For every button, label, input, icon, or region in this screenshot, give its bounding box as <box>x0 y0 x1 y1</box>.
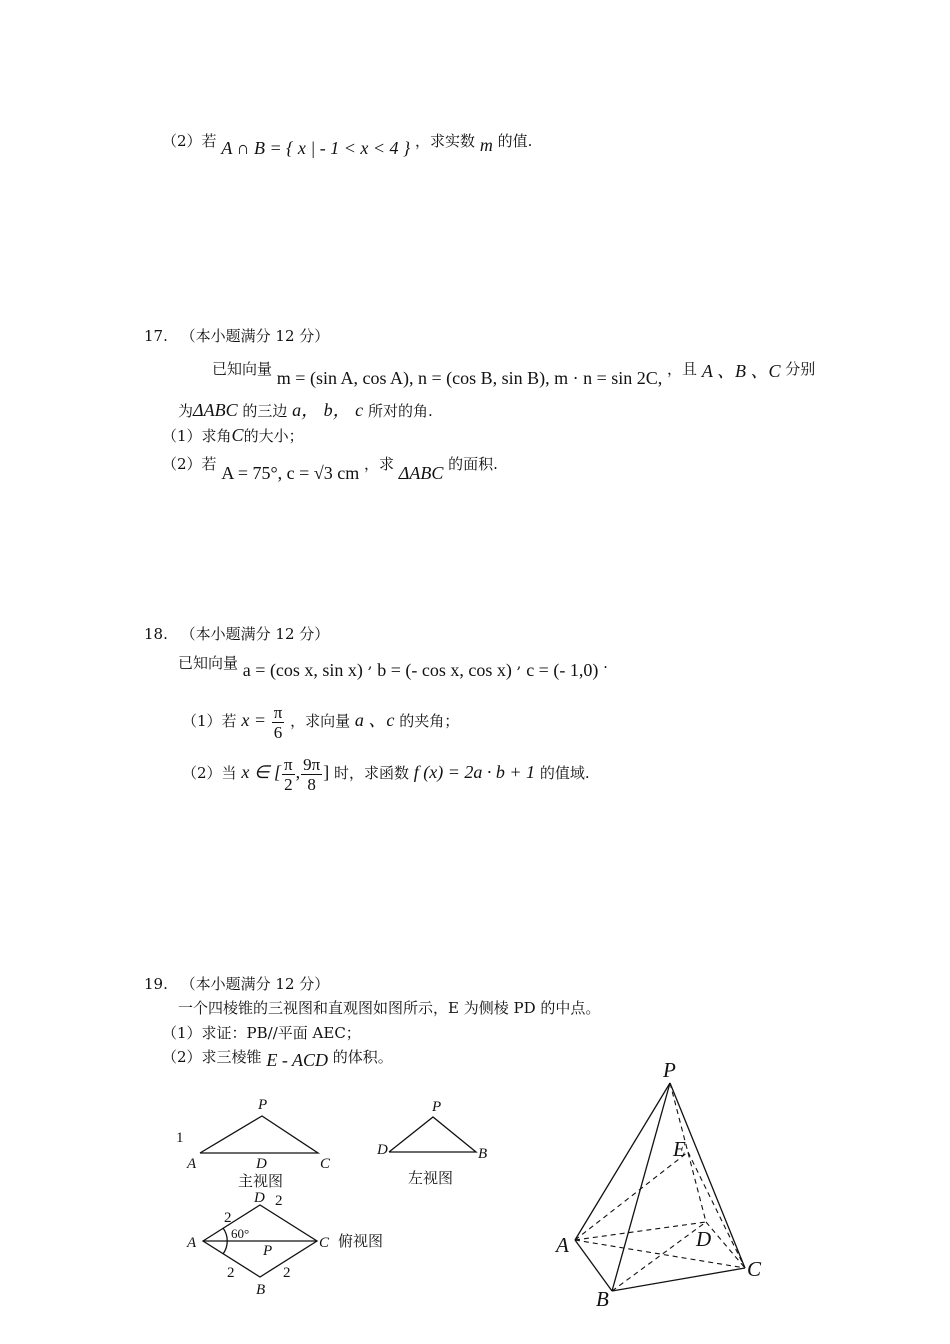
q17-given-values: A = 75°, c = √3 cm <box>221 463 360 483</box>
top-label-D: D <box>254 1190 265 1206</box>
top-label-C: C <box>319 1235 330 1251</box>
side-view-triangle <box>389 1117 476 1152</box>
top-len-DC: 2 <box>275 1193 283 1209</box>
q18-intro: 已知向量 a = (cos x, sin x) , b = (- cos x, cos x) , c = (- 1,0) . <box>178 654 608 680</box>
fraction: $\frac{9\pi}{8}$ <box>303 754 321 794</box>
front-height-label: 1 <box>176 1130 184 1146</box>
top-view <box>203 1205 317 1277</box>
q19-header <box>144 974 329 994</box>
top-len-AB: 2 <box>227 1265 235 1281</box>
side-label-B: B <box>478 1146 488 1162</box>
q17-part1: （1）求角C的大小； <box>162 425 304 445</box>
q17-part2: （2）若 A = 75°, c = √3 cm ，求 ΔABC 的面积. <box>162 455 498 483</box>
q17-line2: 为ΔABC 的三边 a， b， c 所对的角. <box>178 400 433 420</box>
top-angle: 60° <box>231 1226 250 1241</box>
q16-set-expression: A ∩ B = { x | - 1 < x < 4 } <box>221 138 411 158</box>
solid-label-P: P <box>663 1058 676 1082</box>
front-label-D: D <box>256 1156 267 1172</box>
front-label-P: P <box>258 1097 268 1113</box>
q17-vector-condition: m = (sin A, cos A), n = (cos B, sin B), m · n = sin 2C, <box>276 368 663 388</box>
front-view-caption: 主视图 <box>238 1172 284 1190</box>
side-label-P: P <box>432 1099 442 1115</box>
fraction: $\frac{\pi}{6}$ <box>273 702 283 742</box>
front-view-triangle <box>200 1116 318 1153</box>
pyramid-hidden-edges <box>575 1083 745 1291</box>
score-note: （本小题满分 12 分） <box>180 327 330 345</box>
side-view <box>389 1117 476 1152</box>
question-number: 17. <box>144 327 168 345</box>
top-view-rhombus <box>203 1205 317 1277</box>
edge-BD <box>612 1222 706 1291</box>
top-label-B: B <box>256 1282 266 1298</box>
solid-label-C: C <box>747 1257 762 1281</box>
vector-b: b = (- cos x, cos x) <box>377 660 512 680</box>
angle-arc <box>223 1228 227 1254</box>
side-label-D: D <box>377 1142 388 1158</box>
q19-part2: （2）求三棱锥 E - ACD 的体积。 <box>162 1048 393 1070</box>
side-view-caption: 左视图 <box>408 1169 454 1187</box>
function-expression: f (x) = 2a · b + 1 <box>413 762 536 782</box>
vector-c: c = (- 1,0) <box>526 660 599 680</box>
score-note: （本小题满分 12 分） <box>180 975 330 993</box>
q18-part2: （2）当 x ∈ [ $\frac{\pi}{2}$ , $\frac{9\pi}{8}$ ] 时，求函数 f (x) = 2a · b + 1 的值域. <box>182 754 590 794</box>
edge-AD <box>575 1222 706 1240</box>
edge-AC <box>575 1240 745 1268</box>
q17-intro: 已知向量 m = (sin A, cos A), n = (cos B, sin B), m · n = sin 2C, ，且 A 、B 、C 分别 <box>212 360 816 388</box>
q19-part1: （1）求证：PB//平面 AEC； <box>162 1024 361 1042</box>
edge-BC <box>612 1268 745 1291</box>
solid-label-D: D <box>696 1227 712 1251</box>
edge-AB <box>575 1240 612 1291</box>
top-label-A: A <box>187 1235 197 1251</box>
fraction: $\frac{\pi}{2}$ <box>284 754 293 794</box>
q16-part2: （2）若 A ∩ B = { x | - 1 < x < 4 } ，求实数 m 的值. <box>162 132 533 158</box>
edge-PD <box>670 1083 706 1222</box>
edge-PB <box>612 1083 670 1291</box>
score-note: （本小题满分 12 分） <box>180 625 330 643</box>
vector-a: a = (cos x, sin x) <box>242 660 363 680</box>
pyramid-solid <box>575 1083 745 1291</box>
edge-PC <box>670 1083 745 1268</box>
solid-label-A: A <box>556 1233 569 1257</box>
edge-EC <box>688 1152 745 1268</box>
front-label-C: C <box>320 1156 331 1172</box>
top-view-caption: 俯视图 <box>338 1232 384 1250</box>
front-label-A: A <box>187 1156 197 1172</box>
edge-DC <box>706 1222 745 1268</box>
top-len-BC: 2 <box>283 1265 291 1281</box>
q19-intro: 一个四棱锥的三视图和直观图如图所示，E 为侧棱 PD 的中点。 <box>178 999 601 1017</box>
edge-AE <box>575 1152 688 1240</box>
question-number: 18. <box>144 625 168 643</box>
solid-label-B: B <box>596 1287 609 1311</box>
q18-header <box>144 624 329 644</box>
question-number: 19. <box>144 975 168 993</box>
top-label-P: P <box>263 1243 273 1259</box>
q17-header <box>144 326 329 346</box>
front-view <box>200 1116 318 1153</box>
top-len-AD: 2 <box>224 1210 232 1226</box>
q18-part1: （1）若 x = $\frac{\pi}{6}$ ，求向量 a 、c 的夹角； <box>182 702 460 742</box>
edge-PA <box>575 1083 670 1240</box>
solid-label-E: E <box>673 1137 686 1161</box>
